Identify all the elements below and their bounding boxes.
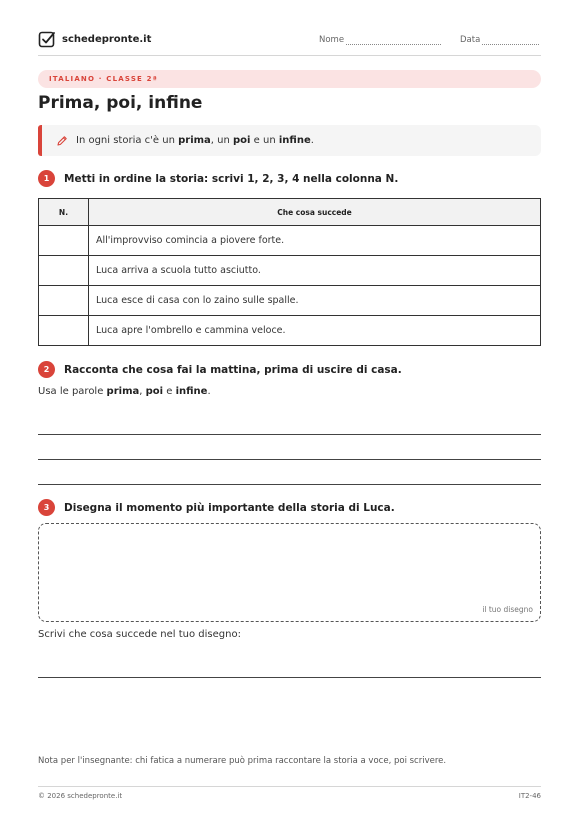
number-cell[interactable] [39,316,89,346]
question-2 [38,361,402,378]
drawing-box[interactable] [38,523,541,622]
number-cell[interactable] [39,286,89,316]
subject-tag: ITALIANO · CLASSE 2ª [38,70,541,88]
name-field[interactable] [319,35,441,45]
number-cell[interactable] [39,256,89,286]
question-number: 3 [38,499,55,516]
column-header-number: N. [39,199,89,226]
question-text: Racconta che cosa fai la mattina, prima di uscire di casa. [64,363,402,376]
event-cell: Luca apre l'ombrello e cammina veloce. [89,316,541,346]
question-3 [38,499,395,516]
page-footer [38,786,541,800]
worksheet-code: IT2-46 [518,792,541,800]
date-line [482,36,539,45]
table-row [39,286,541,316]
date-label: Data [460,35,481,45]
answer-line[interactable] [38,434,541,435]
pencil-icon [56,135,68,147]
question-number: 1 [38,170,55,187]
question-3-followup: Scrivi che cosa succede nel tuo disegno: [38,629,241,640]
tip-text: In ogni storia c'è un prima, un poi e un infine. [76,135,314,146]
event-cell: Luca arriva a scuola tutto asciutto. [89,256,541,286]
event-cell: Luca esce di casa con lo zaino sulle spalle. [89,286,541,316]
brand [38,30,151,48]
table-row [39,316,541,346]
name-line [346,36,441,45]
table-row [39,226,541,256]
question-2-instructions: Usa le parole prima, poi e infine. [38,386,211,397]
question-text: Disegna il momento più importante della storia di Luca. [64,501,395,514]
column-header-event: Che cosa succede [89,199,541,226]
date-field[interactable] [460,35,539,45]
question-1 [38,170,398,187]
brand-name: schedepronte.it [62,33,152,45]
number-cell[interactable] [39,226,89,256]
table-row [39,256,541,286]
checklist-icon [38,30,56,48]
question-number: 2 [38,361,55,378]
question-text: Metti in ordine la storia: scrivi 1, 2, 3, 4 nella colonna N. [64,172,399,185]
answer-line[interactable] [38,459,541,460]
event-cell: All'improvviso comincia a piovere forte. [89,226,541,256]
copyright: © 2026 schedepronte.it [38,792,123,800]
tip-box [38,125,541,156]
page-title: Prima, poi, infine [38,93,203,113]
answer-line[interactable] [38,484,541,485]
answer-line[interactable] [38,677,541,678]
page-header [38,30,541,56]
name-label: Nome [319,35,345,45]
drawing-box-caption: il tuo disegno [482,605,533,614]
order-table [38,198,541,346]
teacher-note: Nota per l'insegnante: chi fatica a numerare può prima raccontare la storia a voce, poi scrivere. [38,756,447,766]
